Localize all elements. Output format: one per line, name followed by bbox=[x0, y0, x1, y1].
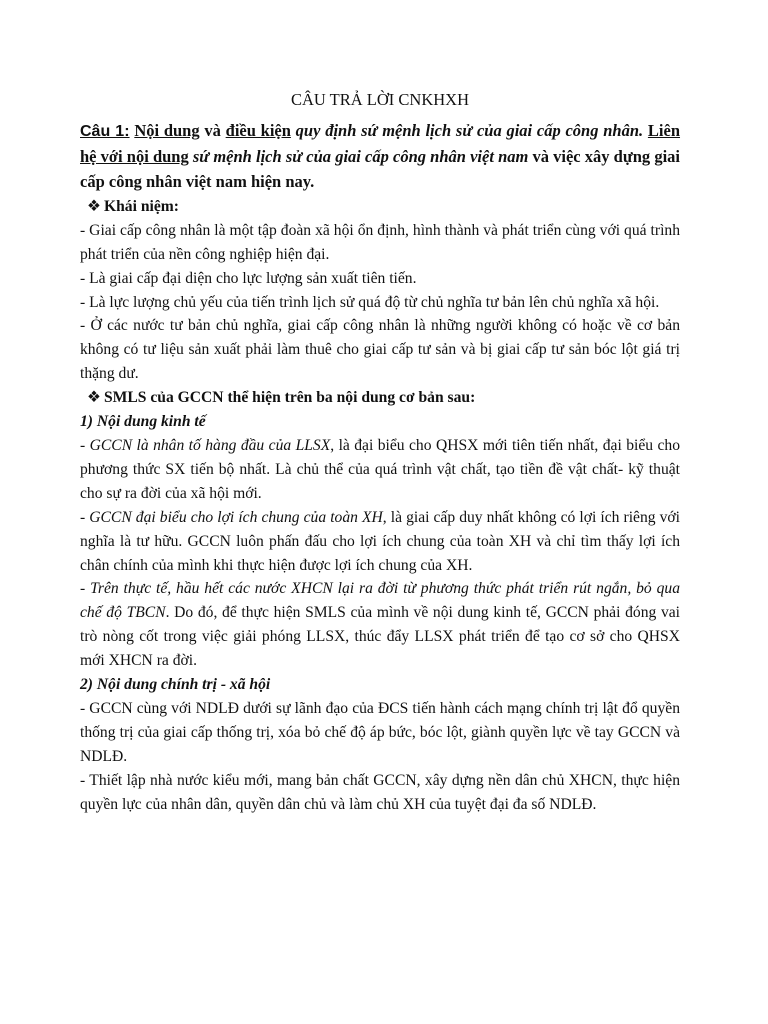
diamond-bullet-icon: ❖ bbox=[87, 389, 101, 407]
item-rest: , là giai cấp duy nhất không có lợi ích riêng với nghĩa là tư hữu. GCCN luôn phấn đấu cho lợi ích chung của toàn XH và chỉ tìm thấy lợi ích chân chính của mình khi thực hiện được lợi ích chung của XH. bbox=[80, 508, 680, 574]
economic-item bbox=[80, 577, 680, 673]
economic-item bbox=[80, 506, 680, 578]
diamond-bullet-icon: ❖ bbox=[87, 197, 101, 215]
question-part-6: sứ mệnh lịch sử của giai cấp công nhân việt nam bbox=[188, 146, 529, 166]
concept-item: - Giai cấp công nhân là một tập đoàn xã hội ổn định, hình thành và phát triển cùng với quá trình phát triển của nền công nghiệp hiện đại. bbox=[80, 221, 680, 263]
item-dash: - bbox=[80, 580, 91, 598]
smls-heading-text: SMLS của GCCN thể hiện trên ba nội dung cơ bản sau: bbox=[104, 389, 476, 407]
smls-heading bbox=[87, 386, 680, 410]
question-part-1: Nội dung bbox=[134, 120, 200, 140]
item-dash: - bbox=[80, 508, 90, 526]
political-item: - GCCN cùng với NDLĐ dưới sự lãnh đạo của ĐCS tiến hành cách mạng chính trị lật đổ quyền thống trị của giai cấp thống trị, xóa bỏ chế độ áp bức, bóc lột, giành quyền lực về tay GCCN và NDLĐ. bbox=[80, 699, 680, 765]
item-dash: - bbox=[80, 436, 90, 454]
concept-heading-text: Khái niệm: bbox=[104, 197, 179, 215]
question-part-7: và việc xây dựng giai cấp công nhân việt nam hiện nay. bbox=[80, 146, 681, 191]
economic-heading: 1) Nội dung kinh tế bbox=[80, 413, 206, 431]
question-part-4: quy định sứ mệnh lịch sử của giai cấp công nhân. bbox=[290, 120, 648, 140]
political-item: - Thiết lập nhà nước kiểu mới, mang bản chất GCCN, xây dựng nền dân chủ XHCN, thực hiện quyền lực của nhân dân, quyền dân chủ và làm chủ XH của tuyệt đại đa số NDLĐ. bbox=[80, 771, 680, 813]
question-label: Câu 1: bbox=[80, 122, 130, 140]
concept-heading bbox=[87, 195, 680, 219]
question-part-5: Liên hệ với nội dung bbox=[80, 120, 681, 166]
item-italic-lead: Trên thực tế, hầu hết các nước XHCN lại ra đời từ phương thức phát triển rút ngắn, bỏ qua chế độ TBCN bbox=[80, 580, 680, 622]
concept-item: - Là giai cấp đại diện cho lực lượng sản xuất tiên tiến. bbox=[80, 269, 417, 287]
document-title: CÂU TRẢ LỜI CNKHXH bbox=[291, 90, 469, 109]
political-heading: 2) Nội dung chính trị - xã hội bbox=[80, 676, 271, 694]
item-italic-lead: GCCN đại biểu cho lợi ích chung của toàn XH bbox=[89, 508, 383, 526]
item-italic-lead: GCCN là nhân tố hàng đầu của LLSX bbox=[89, 436, 331, 454]
question-part-3: điều kiện bbox=[225, 120, 291, 140]
item-rest: . Do đó, để thực hiện SMLS của mình về nội dung kinh tế, GCCN phải đóng vai trò nòng cốt trong việc giải phóng LLSX, thúc đẩy LLSX phát triển để tạo cơ sở cho QHSX mới XHCN ra đời. bbox=[80, 604, 681, 670]
item-rest: , là đại biểu cho QHSX mới tiên tiến nhất, đại biểu cho phương thức SX tiến bộ nhất. Là chủ thể của quá trình vật chất, tạo tiền đề vật chất- kỹ thuật cho sự ra đời của xã hội mới. bbox=[80, 436, 681, 502]
question-heading bbox=[80, 118, 680, 194]
economic-item bbox=[80, 434, 680, 506]
concept-item: - Ở các nước tư bản chủ nghĩa, giai cấp công nhân là những người không có hoặc về cơ bản không có tư liệu sản xuất phải làm thuê cho giai cấp tư sản và bị giai cấp tư sản bóc lột giá trị thặng dư. bbox=[80, 317, 680, 383]
question-part-2: và bbox=[199, 120, 226, 140]
concept-item: - Là lực lượng chủ yếu của tiến trình lịch sử quá độ từ chủ nghĩa tư bản lên chủ nghĩa xã hội. bbox=[80, 293, 660, 311]
